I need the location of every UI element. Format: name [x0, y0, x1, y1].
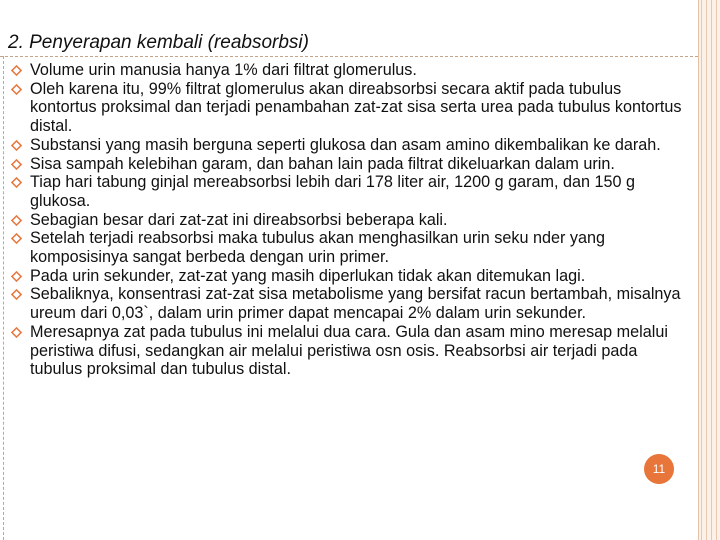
list-item	[8, 80, 690, 136]
bullet-text: Sebagian besar dari zat-zat ini direabsorbsi beberapa kali.	[30, 210, 448, 229]
list-item	[8, 229, 690, 266]
list-item	[8, 323, 690, 379]
decorative-side-border	[698, 0, 720, 540]
list-item	[8, 155, 690, 174]
list-item	[8, 211, 690, 230]
bullet-list	[8, 61, 690, 379]
diamond-bullet-icon	[11, 215, 22, 226]
bullet-text: Meresapnya zat pada tubulus ini melalui dua cara. Gula dan asam mino meresap melalui peristiwa difusi, sedangkan air melalui peristiwa osn osis. Reabsorbsi air terjadi pada tubulus proksimal dan tubulus distal.	[30, 322, 668, 379]
bullet-text: Sebaliknya, konsentrasi zat-zat sisa metabolisme yang bersifat racun bertambah, misalnya ureum dari 0,03`, dalam urin primer dapat mencapai 2% dalam urin sekunder.	[30, 285, 681, 323]
bullet-text: Tiap hari tabung ginjal mereabsorbsi lebih dari 178 liter air, 1200 g garam, dan 150 g glukosa.	[30, 173, 636, 210]
diamond-bullet-icon	[11, 140, 22, 151]
bullet-text: Substansi yang masih berguna seperti glukosa dan asam amino dikembalikan ke darah.	[30, 135, 661, 154]
title-divider	[0, 56, 698, 57]
slide-title: 2. Penyerapan kembali (reabsorbsi)	[8, 32, 309, 53]
diamond-bullet-icon	[11, 65, 22, 76]
bullet-text: Setelah terjadi reabsorbsi maka tubulus akan menghasilkan urin seku nder yang komposisinya sangat berbeda dengan urin primer.	[30, 229, 605, 267]
bullet-text: Pada urin sekunder, zat-zat yang masih diperlukan tidak akan ditemukan lagi.	[30, 266, 586, 285]
list-item	[8, 285, 690, 322]
bullet-text: Oleh karena itu, 99% filtrat glomerulus akan direabsorbsi secara aktif pada tubulus kontortus proksimal dan terjadi penambahan zat-zat sisa serta urea pada tubulus kontortus distal.	[30, 79, 682, 136]
left-border-line	[3, 56, 4, 540]
slide-number-badge: 11	[644, 454, 674, 484]
list-item	[8, 136, 690, 155]
list-item	[8, 61, 690, 80]
diamond-bullet-icon	[11, 177, 22, 188]
diamond-bullet-icon	[11, 271, 22, 282]
diamond-bullet-icon	[11, 84, 22, 95]
diamond-bullet-icon	[11, 289, 22, 300]
diamond-bullet-icon	[11, 327, 22, 338]
diamond-bullet-icon	[11, 159, 22, 170]
diamond-bullet-icon	[11, 233, 22, 244]
bullet-text: Volume urin manusia hanya 1% dari filtrat glomerulus.	[30, 61, 417, 79]
list-item	[8, 173, 690, 210]
list-item	[8, 267, 690, 286]
bullet-text: Sisa sampah kelebihan garam, dan bahan lain pada filtrat dikeluarkan dalam urin.	[30, 154, 615, 173]
